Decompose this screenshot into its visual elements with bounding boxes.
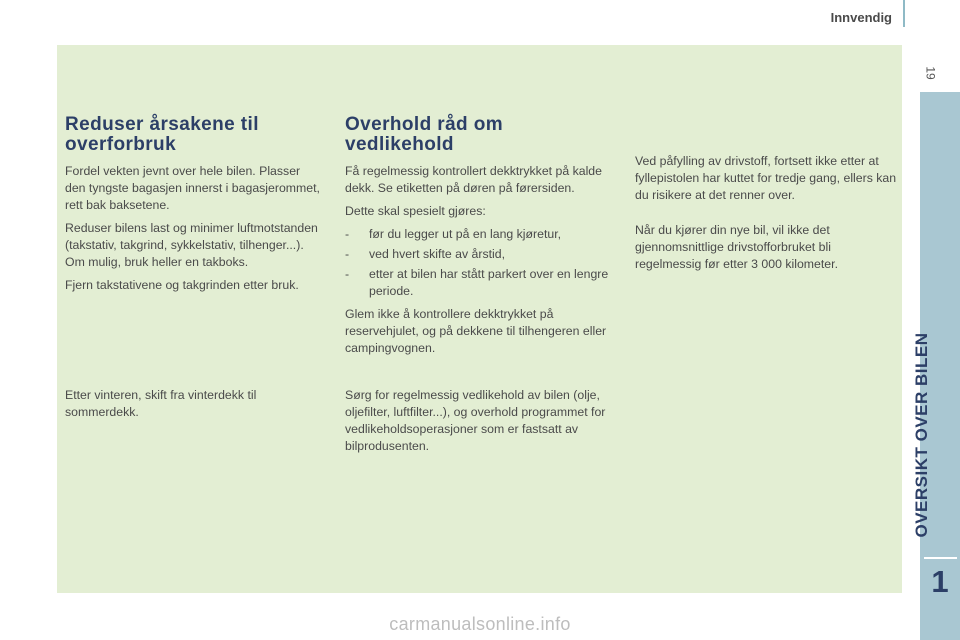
header-divider <box>903 0 905 27</box>
checklist <box>345 226 615 300</box>
page-number: 19 <box>923 66 938 80</box>
column-footer <box>345 387 615 461</box>
paragraph: Når du kjører din nye bil, vil ikke det gjennomsnittlige drivstofforbruket bli regelmessig før etter 3 000 kilometer. <box>635 223 838 271</box>
paragraph: Sørg for regelmessig vedlikehold av bilen (olje, oljefilter, luftfilter...), og overhold programmet for vedlikeholdsoperasjoner som er fastsatt av bilprodusenten. <box>345 388 606 453</box>
paragraph: Fjern takstativene og takgrinden etter bruk. <box>65 278 299 292</box>
paragraph: Etter vinteren, skift fra vinterdekk til sommerdekk. <box>65 388 257 419</box>
column-maintenance <box>345 115 615 363</box>
heading-maintenance: Overhold råd om vedlikehold <box>345 114 504 155</box>
column-refuelling <box>635 153 897 279</box>
paragraph: Få regelmessig kontrollert dekktrykket på kalde dekk. Se etiketten på døren på førersiden. <box>345 164 602 195</box>
paragraph: Reduser bilens last og minimer luftmotstanden (takstativ, takgrind, sykkelstativ, tilhenger...). Om mulig, bruk heller en takboks. <box>65 221 318 269</box>
section-label: Innvendig <box>830 10 892 25</box>
watermark: carmanualsonline.info <box>389 614 571 634</box>
list-item: - etter at bilen har stått parkert over en lengre periode. <box>345 267 609 298</box>
list-item: - før du legger ut på en lang kjøretur, <box>345 227 562 241</box>
column-footer <box>65 387 320 427</box>
paragraph: Ved påfylling av drivstoff, fortsett ikke etter at fyllepistolen har kuttet for tredje gang, ellers kan du risikere at det renner over. <box>635 154 897 202</box>
list-item: - ved hvert skifte av årstid, <box>345 247 506 261</box>
paragraph: Dette skal spesielt gjøres: <box>345 204 486 218</box>
heading-reduce-consumption: Reduser årsakene til overforbruk <box>65 114 259 155</box>
chapter-title: OVERSIKT OVER BILEN <box>912 332 931 538</box>
chapter-number: 1 <box>931 564 949 599</box>
paragraph: Glem ikke å kontrollere dekktrykket på reservehjulet, og på dekkene til tilhengeren eller campingvognen. <box>345 307 607 355</box>
column-fuel-consumption <box>65 115 320 300</box>
content-panel <box>57 45 902 593</box>
chapter-divider <box>924 557 957 559</box>
paragraph: Fordel vekten jevnt over hele bilen. Plasser den tyngste bagasjen innerst i bagasjerommet, rett bak baksetene. <box>65 164 320 212</box>
